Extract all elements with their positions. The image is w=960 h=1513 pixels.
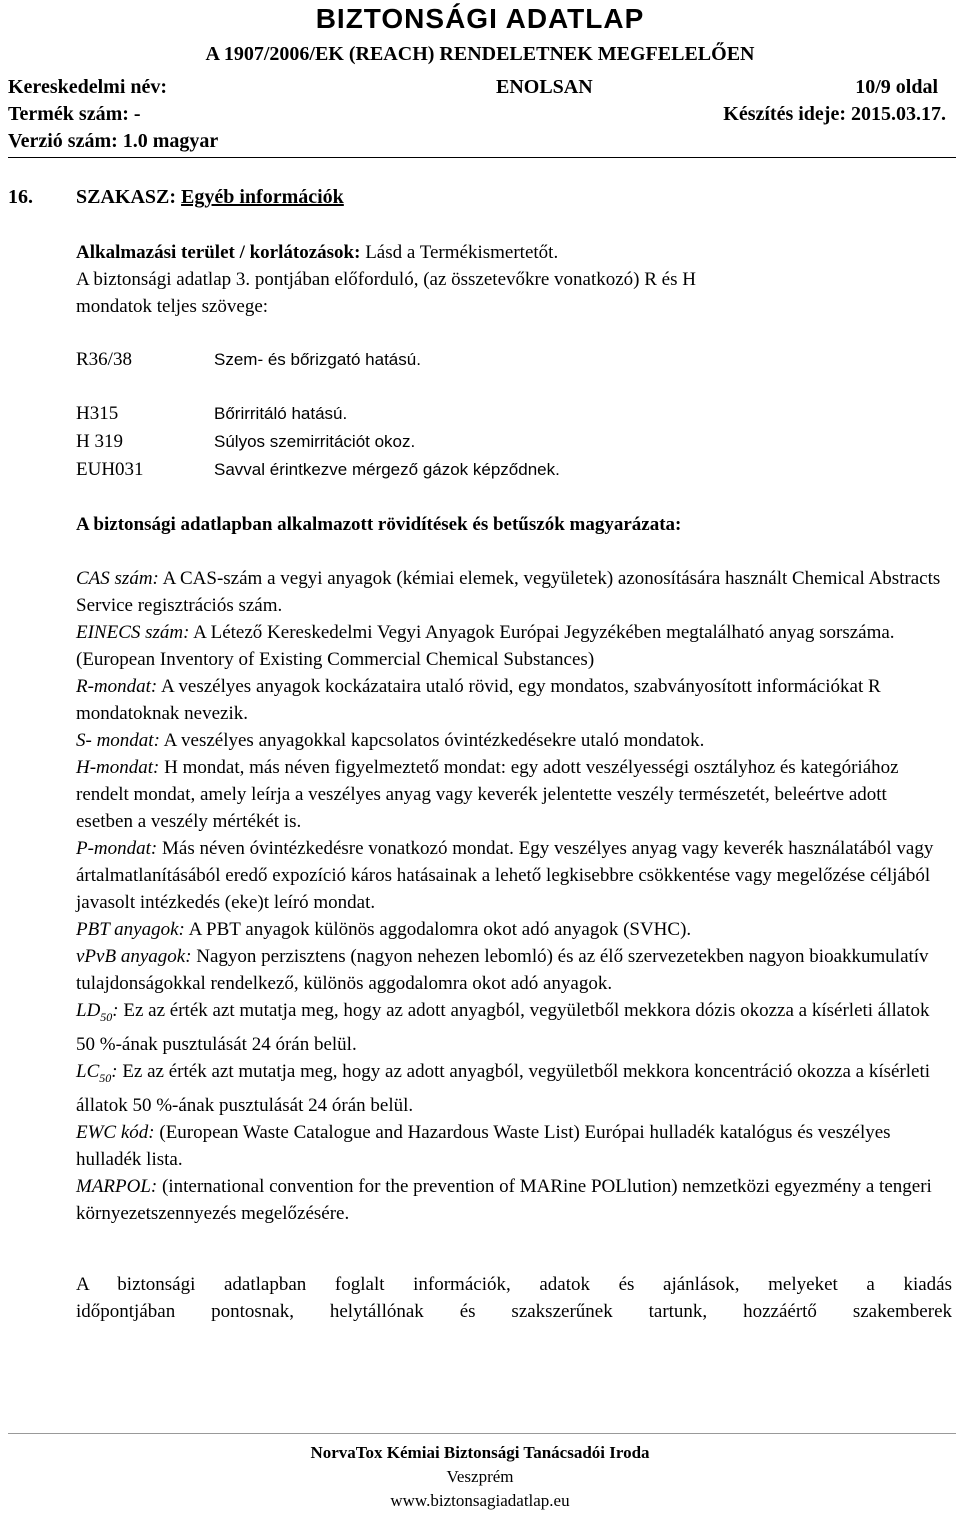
- abbr-text: A PBT anyagok különös aggodalomra okot adó anyagok (SVHC).: [184, 919, 692, 940]
- abbr-term: EINECS szám:: [76, 622, 190, 643]
- section-number: 16.: [8, 186, 33, 208]
- footer-city: Veszprém: [446, 1467, 514, 1486]
- abbr-text: Ez az érték azt mutatja meg, hogy az adott anyagból, vegyületből mekkora dózis okozza a kísérleti állatok 50 %-ának pusztulását 24 órán belül.: [76, 1000, 930, 1055]
- closing-line-2: időpontjában pontosnak, helytállónak és szakszerűnek tartunk, hozzáértő szakemberek: [76, 1301, 952, 1322]
- usage-text: Lásd a Termékismertetőt.: [360, 242, 559, 263]
- document-subtitle: A 1907/2006/EK (REACH) RENDELETNEK MEGFELELŐEN: [205, 43, 755, 65]
- abbr-text: A Létező Kereskedelmi Vegyi Anyagok Európai Jegyzékében megtalálható anyag sorszáma. (European Inventory of Existing Commercial Chemical Substances): [76, 622, 895, 670]
- abbr-term-base: LC: [76, 1060, 100, 1082]
- section-heading: [8, 183, 344, 211]
- header-divider: [8, 157, 956, 158]
- abbreviations-heading: [76, 511, 956, 538]
- phrase-text: Súlyos szemirritációt okoz.: [214, 432, 416, 451]
- phrase-code: R36/38: [76, 349, 132, 370]
- abbr-text: A CAS-szám a vegyi anyagok (kémiai elemek, vegyületek) azonosítására használt Chemical Abstracts Service regisztrációs szám.: [76, 568, 941, 616]
- abbr-item: [76, 916, 948, 943]
- page-number: 10/9 oldal: [855, 76, 938, 98]
- abbr-term: EWC kód:: [76, 1121, 155, 1143]
- phrase-text: Szem- és bőrizgató hatású.: [214, 350, 421, 369]
- abbr-term: [76, 1060, 118, 1085]
- phrases-intro-line-2: mondatok teljes szövege:: [76, 296, 269, 317]
- phrase-code: H 319: [76, 431, 123, 452]
- abbr-item: [76, 754, 948, 835]
- abbr-term: H-mondat:: [76, 757, 160, 778]
- abbreviations-list: [76, 565, 948, 1227]
- abbr-term-colon: :: [111, 1060, 118, 1082]
- abbr-item: [76, 943, 948, 997]
- abbr-item: [76, 1119, 948, 1173]
- abbr-term: R-mondat:: [76, 676, 158, 697]
- footer-divider: [8, 1433, 956, 1434]
- abbr-item: [76, 727, 948, 754]
- abbr-item: [76, 565, 948, 619]
- footer-organization: NorvaTox Kémiai Biztonsági Tanácsadói Iroda: [310, 1443, 650, 1462]
- phrase-text: Bőrirritáló hatású.: [214, 404, 348, 423]
- document-title: BIZTONSÁGI ADATLAP: [315, 3, 645, 34]
- phrase-code: EUH031: [76, 459, 144, 480]
- creation-date: Készítés ideje: 2015.03.17.: [723, 103, 946, 125]
- abbr-text: (European Waste Catalogue and Hazardous Waste List) Európai hulladék katalógus és veszélyes hulladék lista.: [76, 1121, 891, 1170]
- abbr-term: vPvB anyagok:: [76, 946, 192, 967]
- product-number: Termék szám: -: [8, 103, 141, 125]
- abbr-term-colon: :: [112, 1000, 119, 1021]
- section-title: Egyéb információk: [181, 186, 344, 208]
- abbr-item: [76, 673, 948, 727]
- abbr-term-sub: 50: [99, 1070, 112, 1085]
- abbr-item: [76, 619, 948, 673]
- abbr-term-sub: 50: [100, 1009, 113, 1024]
- phrase-text: Savval érintkezve mérgező gázok képződnek.: [214, 460, 560, 479]
- abbr-text: (international convention for the prevention of MARine POLlution) nemzetközi egyezmény a tengeri környezetszennyezés megelőzésére.: [76, 1175, 932, 1224]
- abbr-term-base: LD: [76, 1000, 101, 1021]
- usage-label: Alkalmazási terület / korlátozások:: [76, 242, 361, 263]
- phrases-intro-line-1: A biztonsági adatlap 3. pontjában előforduló, (az összetevőkre vonatkozó) R és H: [76, 269, 696, 290]
- trade-name: ENOLSAN: [496, 76, 593, 98]
- abbr-term: S- mondat:: [76, 730, 160, 751]
- closing-line-1: A biztonsági adatlapban foglalt információk, adatok és ajánlások, melyeket a kiadás: [76, 1274, 952, 1295]
- abbr-item: [76, 1173, 948, 1227]
- abbr-term: MARPOL:: [76, 1175, 158, 1197]
- abbr-term: CAS szám:: [76, 568, 159, 589]
- abbr-term: P-mondat:: [76, 838, 158, 859]
- footer-website: www.biztonsagiadatlap.eu: [390, 1491, 570, 1510]
- abbr-term: [76, 1000, 119, 1024]
- abbreviations-heading-text: A biztonsági adatlapban alkalmazott rövidítések és betűszók magyarázata:: [76, 514, 682, 535]
- abbr-text: Nagyon perzisztens (nagyon nehezen lebomló) és az élő szervezetekben nagyon bioakkumulatív tulajdonságokkal rendelkező, különös aggodalomra okot adó anyagok.: [76, 946, 929, 994]
- abbr-text: Más néven óvintézkedésre vonatkozó mondat. Egy veszélyes anyag vagy keverék használatából vagy ártalmatlanításából eredő expozíció káros hatásainak a lehető legkisebbre csökkentése vagy megelőzése céljából javasolt intézkedés (eke)t leíró mondat.: [76, 838, 934, 913]
- abbr-text: H mondat, más néven figyelmeztető mondat: egy adott veszélyességi osztályhoz és kategóriához rendelt mondat, amely leírja a veszélyes anyag vagy keverék jelentette veszély természetét, beleértve adott esetben a veszély mértékét is.: [76, 757, 899, 832]
- abbr-text: A veszélyes anyagokkal kapcsolatos óvintézkedésekre utaló mondatok.: [159, 730, 705, 751]
- version-number: Verzió szám: 1.0 magyar: [8, 130, 219, 152]
- usage-line: [76, 239, 956, 266]
- abbr-item: [76, 835, 948, 916]
- abbr-item: [76, 997, 948, 1058]
- abbr-item: [76, 1058, 948, 1119]
- section-prefix: SZAKASZ:: [76, 186, 182, 208]
- abbr-text: A veszélyes anyagok kockázataira utaló rövid, egy mondatos, szabványosított információkat R mondatoknak nevezik.: [76, 676, 881, 724]
- abbr-text: Ez az érték azt mutatja meg, hogy az adott anyagból, vegyületből mekkora koncentráció okozza a kísérleti állatok 50 %-ának pusztulását 24 órán belül.: [76, 1060, 931, 1116]
- trade-name-label: Kereskedelmi név:: [8, 76, 168, 98]
- abbr-term: PBT anyagok:: [76, 919, 185, 940]
- phrase-code: H315: [76, 403, 119, 424]
